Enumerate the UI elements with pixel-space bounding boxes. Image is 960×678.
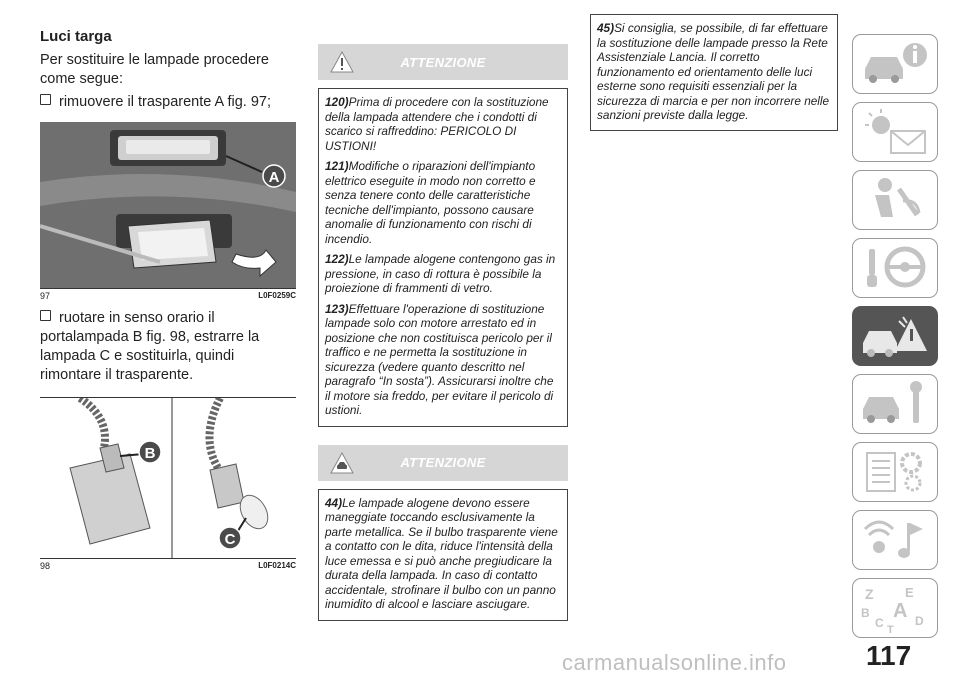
callout-a: A xyxy=(268,169,280,186)
svg-text:C: C xyxy=(875,616,884,630)
watermark: carmanualsonline.info xyxy=(562,650,787,675)
figure-98 xyxy=(40,397,296,558)
svg-text:Z: Z xyxy=(865,586,874,602)
warning-header-1 xyxy=(318,44,568,80)
seat-airbag-icon xyxy=(859,175,931,225)
callout-c: C xyxy=(224,531,236,548)
svg-text:A: A xyxy=(893,600,908,622)
index-letters-icon xyxy=(859,583,931,633)
svg-text:E: E xyxy=(905,585,914,600)
note-column xyxy=(590,14,838,131)
figure-98-number: 98 xyxy=(40,561,51,571)
warning-item-122: 122)Le lampade alogene contengono gas in pressione, in caso di rottura è possibile la proiezione di frammenti di vetro. xyxy=(325,252,556,295)
figure-97-number: 97 xyxy=(40,291,51,301)
svg-text:B: B xyxy=(861,606,870,620)
light-message-icon xyxy=(859,107,931,157)
svg-text:T: T xyxy=(887,624,894,633)
chapter-tabs xyxy=(852,34,938,646)
tab-multimedia[interactable] xyxy=(852,510,938,570)
warning-item-44: 44)Le lampade alogene devono essere maneggiate toccando esclusivamente la parte metallica. Se il bulbo trasparente viene a contatto con le dita, riduce l'intensità della luce emessa e si può anche pregiudicare la durata della lampada. In caso di contatto accidentale, strofinare il bulbo con un panno inumidito di alcool e lasciare asciugare. xyxy=(325,495,558,611)
audio-note-icon xyxy=(859,515,931,565)
step-2-text: ruotare in senso orario il portalampada B fig. 98, estrarre la lampada C e sostituirla, quindi rimontare il trasparente. xyxy=(40,310,260,383)
figure-97-caption xyxy=(40,288,296,301)
checkbox-bullet-icon xyxy=(40,310,51,321)
tab-emergency[interactable] xyxy=(852,306,938,366)
figure-98-caption xyxy=(40,558,296,571)
warning-header-2 xyxy=(318,445,568,481)
data-gear-icon xyxy=(859,447,931,497)
svg-text:D: D xyxy=(915,614,924,628)
tab-technical-data[interactable] xyxy=(852,442,938,502)
warning-item-123: 123)Effettuare l'operazione di sostituzione lampade solo con motore arrestato ed in posizione che non costituisca pericolo per il traffico e ne permetta la sostituzione in sicurezza (vedere quanto descritto nel paragrafo “In sosta”). Assicurarsi inoltre che il motore sia freddo, per evitare il pericolo di ustioni. xyxy=(325,301,554,417)
section-title: Luci targa xyxy=(40,28,112,45)
figure-97 xyxy=(40,122,296,288)
figure-97-code: L0F0259C xyxy=(258,291,296,300)
key-steering-wheel-icon xyxy=(859,243,931,293)
callout-b: B xyxy=(144,445,156,462)
car-wrench-icon xyxy=(859,379,931,429)
page-number: 117 xyxy=(866,640,912,671)
tab-lights-messages[interactable] xyxy=(852,102,938,162)
main-column xyxy=(40,28,296,579)
tab-car-info[interactable] xyxy=(852,34,938,94)
step-1-text: rimuovere il trasparente A fig. 97; xyxy=(59,94,271,110)
license-plate-light-illustration xyxy=(40,122,296,288)
warning-item-121: 121)Modifiche o riparazioni dell'impianto elettrico eseguite in modo non corretto e senza tenere conto delle caratteristiche tecniche dell'impianto, possono causare anomalie di funzionamento con rischi di incendio. xyxy=(325,159,536,246)
note-box-45 xyxy=(590,14,838,131)
tab-starting-driving[interactable] xyxy=(852,238,938,298)
tab-index[interactable] xyxy=(852,578,938,638)
intro-text: Per sostituire le lampade procedere come segue: xyxy=(40,52,269,87)
checkbox-bullet-icon xyxy=(40,94,51,105)
warning-body-1 xyxy=(318,88,568,427)
car-info-icon xyxy=(859,39,931,89)
tab-maintenance[interactable] xyxy=(852,374,938,434)
warning-item-120: 120)Prima di procedere con la sostituzione della lampada attendere che i condotti di scarico si raffreddino: PERICOLO DI USTIONI! xyxy=(325,95,549,153)
tab-safety[interactable] xyxy=(852,170,938,230)
step-1 xyxy=(40,93,296,112)
warning-body-2 xyxy=(318,489,568,621)
warning-triangle-icon xyxy=(330,50,354,74)
warning-title-1: ATTENZIONE xyxy=(400,54,486,70)
note-number: 45) xyxy=(597,21,615,35)
car-breakdown-icon xyxy=(859,311,931,361)
step-2 xyxy=(40,309,296,385)
figure-98-code: L0F0214C xyxy=(258,561,296,570)
bulb-holder-illustration xyxy=(40,398,296,558)
warnings-column xyxy=(318,44,568,621)
car-warning-icon xyxy=(330,451,354,475)
warning-title-2: ATTENZIONE xyxy=(400,455,486,470)
note-text: Si consiglia, se possibile, di far effettuare la sostituzione delle lampade presso la Rete Assistenziale Lancia. Il corretto funzionamento ed orientamento delle luci esterne sono requisiti essenziali per la sicurezza di marcia e per non incorrere nelle sanzioni previste dalla legge. xyxy=(597,21,830,122)
